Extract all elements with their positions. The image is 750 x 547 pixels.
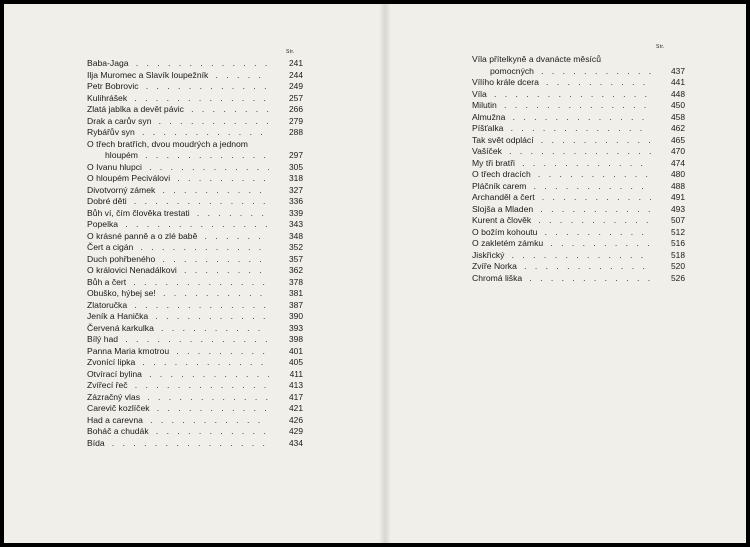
toc-entry-title: O zakletém zámku . . [472,238,651,248]
toc-entry-title-continued: pomocných . . [490,66,651,76]
toc-entry-page-number: 249 [289,81,303,91]
toc-entry-page-number: 526 [671,272,685,283]
toc-entry-page-number: 488 [671,180,685,191]
toc-entry [87,104,303,116]
toc-entry-page-number: 305 [289,161,303,172]
toc-entry-title: Drak a carův syn . . [87,116,269,126]
toc-entry-title: O královici Nenadálkovi . . [87,265,269,275]
toc-entry-title: Vílího krále dcera . . [472,77,651,87]
toc-entry-title: O božím kohoutu . . [472,227,651,237]
toc-entry-page-number: 413 [289,380,303,390]
toc-entry-page-number: 462 [671,123,685,133]
toc-entry [87,311,303,323]
toc-entry-page-number: 348 [289,230,303,241]
toc-entry-page-number: 405 [289,357,303,367]
toc-entry-page-number: 257 [289,92,303,103]
toc-entry [87,127,303,139]
toc-entry [87,139,303,162]
toc-entry-title: Baba-Jaga . . [87,58,269,68]
toc-entry-page-number: 417 [289,391,303,402]
toc-entry-title: My tři bratři . . [472,158,651,168]
toc-entry [87,58,303,70]
toc-entry-title: Čert a cigán . . [87,242,269,252]
toc-entry-page-number: 437 [671,65,685,76]
book-spread [4,4,746,543]
toc-entry-page-number: 512 [671,226,685,237]
toc-entry [87,116,303,128]
toc-entry-title: Petr Bobrovic . . [87,81,269,91]
toc-entry-title: Obuško, hýbej se! . . [87,288,269,298]
toc-entry-page-number: 390 [289,311,303,321]
toc-entry-title: Zvířecí řeč . . [87,380,269,390]
toc-entry-page-number: 441 [671,77,685,87]
toc-entry [472,250,685,262]
toc-entry-page-number: 387 [289,299,303,310]
toc-entry-title: O třech dracích . . [472,169,651,179]
toc-entry-page-number: 470 [671,146,685,156]
toc-entry [87,438,303,450]
toc-entry [87,254,303,266]
toc-entry-page-number: 411 [289,368,303,379]
toc-entry-page-number: 393 [289,322,303,333]
toc-entry-title: Zlatá jablka a devět pávic . . [87,104,269,114]
toc-entry-page-number: 288 [289,127,303,137]
toc-entry-page-number: 398 [289,334,303,344]
toc-entry-page-number: 343 [289,219,303,229]
toc-entry-title: Milutin . . [472,100,651,110]
toc-entry-title: Vašíček . . [472,146,651,156]
toc-entry [472,215,685,227]
toc-entry [87,277,303,289]
toc-entry-page-number: 520 [671,261,685,271]
toc-entry [87,242,303,254]
toc-entry-title: Otvírací bylina . . [87,369,269,379]
toc-entry-page-number: 327 [289,184,303,195]
toc-entry [87,185,303,197]
toc-entry-title: Duch pohřbeného . . [87,254,269,264]
toc-entry [87,288,303,300]
toc-entry [87,208,303,220]
toc-entry [87,162,303,174]
toc-entry [87,265,303,277]
toc-entry-page-number: 474 [671,157,685,168]
toc-entry [472,112,685,124]
toc-entry-page-number: 401 [289,345,303,356]
toc-entry-title: Slojša a Mladen . . [472,204,651,214]
toc-entry [87,81,303,93]
toc-entry [87,415,303,427]
toc-entry [87,392,303,404]
toc-entry-title: Jiskřický . . [472,250,651,260]
toc-entry-title: Almužna . . [472,112,651,122]
left-page [4,4,380,543]
toc-entry-title: Had a carevna . . [87,415,269,425]
toc-entry-title: O krásné panně a o zlé babě . . [87,231,269,241]
toc-entry-title: Popelka . . [87,219,269,229]
toc-entry-title: Zvíře Norka . . [472,261,651,271]
toc-entry [472,181,685,193]
toc-entry-title: Kurent a člověk . . [472,215,651,225]
toc-entry [87,173,303,185]
toc-entry-page-number: 362 [289,265,303,275]
toc-entry [472,238,685,250]
toc-entry-title: Pláčník carem . . [472,181,651,191]
toc-entry-title: Zlatoručka . . [87,300,269,310]
toc-entry-title-continued: hloupém . . [105,150,269,160]
toc-entry [87,334,303,346]
toc-entry [472,54,685,77]
toc-entry [472,273,685,285]
toc-entry [472,123,685,135]
toc-entry-title: Ilja Muromec a Slavík loupežník . . [87,70,269,80]
toc-entry [472,89,685,101]
toc-entry [87,323,303,335]
toc-entry-title: Dobré děti . . [87,196,269,206]
toc-entry-title: Divotvorný zámek . . [87,185,269,195]
toc-entry-page-number: 381 [289,288,303,298]
toc-entry-page-number: 241 [289,58,303,68]
toc-entry [472,100,685,112]
toc-entry-title: Chromá liška . . [472,273,651,283]
toc-entry [87,380,303,392]
toc-entry [472,146,685,158]
toc-entry [87,369,303,381]
toc-entry [472,158,685,170]
toc-entry-title: Červená karkulka . . [87,323,269,333]
toc-entry-page-number: 266 [289,104,303,114]
toc-entry-page-number: 518 [671,249,685,260]
toc-entry-title: Tak svět odplácí . . [472,135,651,145]
page-column-label: Str. [286,49,295,55]
page-column-label: Str. [656,44,665,50]
toc-entry-page-number: 357 [289,253,303,264]
toc-entry-title: Víla . . [472,89,651,99]
toc-entry-page-number: 450 [671,100,685,110]
toc-entry-page-number: 318 [289,173,303,183]
toc-entry-page-number: 421 [289,403,303,413]
toc-entry-title: O třech bratřích, dvou moudrých a jednom [87,138,248,149]
toc-entry-page-number: 244 [289,69,303,80]
toc-entry-page-number: 448 [671,88,685,99]
toc-entry-page-number: 434 [289,437,303,448]
toc-entry-page-number: 336 [289,196,303,206]
toc-entry-title: Kulihrášek . . [87,93,269,103]
toc-entry [472,227,685,239]
toc-entry-page-number: 339 [289,207,303,218]
toc-entry [87,219,303,231]
toc-entry-title: Víla přítelkyně a dvanácte měsíců [472,54,601,64]
toc-entry [472,77,685,89]
toc-entry-title: Bída . . [87,438,269,448]
book-gutter [380,4,390,543]
toc-list-left [87,58,303,449]
toc-entry-page-number: 507 [671,215,685,225]
right-page [390,4,746,543]
toc-entry-title: Zvonící lipka . . [87,357,269,367]
toc-entry-title: Bůh ví, čím člověka trestati . . [87,208,269,218]
toc-entry-page-number: 458 [671,111,685,122]
toc-entry [87,346,303,358]
toc-entry-title: O Ivanu hlupci . . [87,162,269,172]
toc-entry-title: Boháč a chudák . . [87,426,269,436]
toc-entry-page-number: 491 [671,192,685,202]
toc-list-right [472,54,685,284]
toc-entry [472,192,685,204]
toc-entry-title: Píšťalka . . [472,123,651,133]
toc-entry-page-number: 297 [289,150,303,160]
toc-entry-page-number: 480 [671,169,685,179]
toc-entry-page-number: 493 [671,203,685,214]
toc-entry-title: Rybářův syn . . [87,127,269,137]
toc-entry-title: Jeník a Hanička . . [87,311,269,321]
toc-entry [87,93,303,105]
toc-entry [87,300,303,312]
toc-entry [472,169,685,181]
toc-entry [472,204,685,216]
toc-entry-title: Bílý had . . [87,334,269,344]
toc-entry [87,196,303,208]
toc-entry-page-number: 516 [671,238,685,248]
toc-entry [87,357,303,369]
toc-entry [87,403,303,415]
toc-entry [87,231,303,243]
toc-entry [87,426,303,438]
toc-entry-page-number: 426 [289,414,303,425]
toc-entry [472,135,685,147]
toc-entry-page-number: 352 [289,242,303,252]
toc-entry-page-number: 378 [289,276,303,287]
toc-entry-title: Carevič kozlíček . . [87,403,269,413]
toc-entry-title: Zázračný vlas . . [87,392,269,402]
toc-entry-title: Bůh a čert . . [87,277,269,287]
toc-entry [472,261,685,273]
toc-entry-title: Panna Maria kmotrou . . [87,346,269,356]
toc-entry-page-number: 429 [289,426,303,436]
toc-entry [87,70,303,82]
toc-entry-title: O hloupém Peciválovi . . [87,173,269,183]
toc-entry-title: Archanděl a čert . . [472,192,651,202]
toc-entry-page-number: 465 [671,134,685,145]
toc-entry-page-number: 279 [289,115,303,126]
